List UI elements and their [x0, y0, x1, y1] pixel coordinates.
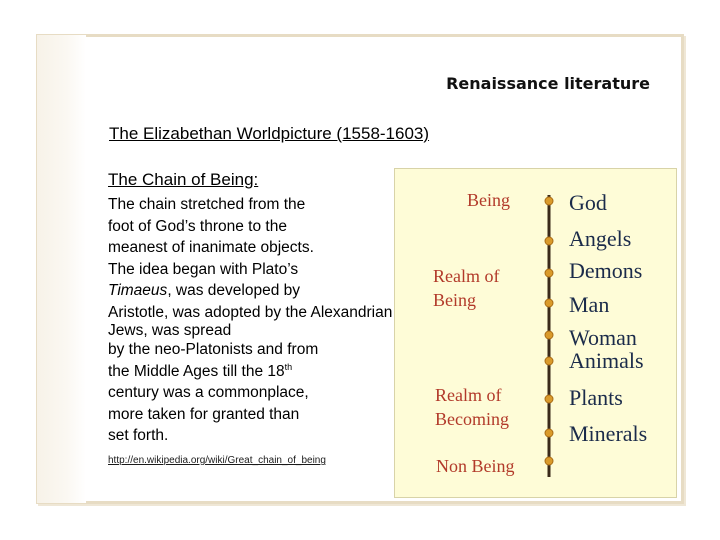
slide-left-band: [37, 35, 86, 503]
realm-being: Being: [467, 190, 510, 210]
text-line: Jews, was spread: [108, 322, 232, 339]
chain-node: [545, 299, 553, 307]
rank-demons: Demons: [569, 258, 643, 283]
chain-node: [545, 429, 553, 437]
rank-angels: Angels: [569, 226, 632, 251]
realm-non-being: Non Being: [436, 456, 515, 476]
chain-node: [545, 269, 553, 277]
text-line: Aristotle, was adopted by the Alexandrian: [108, 303, 393, 321]
text-line: The chain stretched from the: [108, 196, 306, 213]
rank-man: Man: [569, 292, 610, 317]
chain-node: [545, 457, 553, 465]
text-line: set forth.: [108, 427, 169, 444]
slide-subtitle: The Elizabethan Worldpicture (1558-1603): [109, 124, 430, 143]
chain-node: [545, 395, 553, 403]
text-line: more taken for granted than: [108, 405, 300, 423]
chain-of-being-image: [394, 168, 677, 498]
chain-node: [545, 237, 553, 245]
superscript-th: th: [284, 361, 293, 372]
realm-of-becoming: Realm of Becoming: [435, 385, 509, 429]
timaeus-title: Timaeus: [108, 282, 168, 299]
chain-heading: The Chain of Being:: [108, 170, 259, 189]
chain-node: [545, 197, 553, 205]
rank-minerals: Minerals: [569, 421, 648, 446]
rank-god: God: [569, 190, 607, 215]
text-line: century was a commonplace,: [108, 384, 309, 401]
text-line: by the neo-Platonists and from: [108, 341, 319, 358]
text-line: meanest of inanimate objects.: [108, 239, 314, 256]
header-title: Renaissance literature: [446, 74, 650, 93]
rank-animals: Animals: [569, 348, 644, 373]
source-link[interactable]: http://en.wikipedia.org/wiki/Great_chain_of_being: [108, 455, 326, 466]
text-line: foot of God’s throne to the: [108, 217, 287, 235]
rank-woman: Woman: [569, 325, 637, 350]
middle-ages-text: the Middle Ages till the 18: [108, 362, 285, 380]
text-line: The idea began with Plato’s: [108, 260, 299, 278]
timaeus-rest: , was developed by: [167, 282, 301, 299]
rank-plants: Plants: [569, 385, 623, 410]
chain-node: [545, 331, 553, 339]
chain-node: [545, 357, 553, 365]
realm-of-being: Realm of Being: [433, 266, 500, 310]
